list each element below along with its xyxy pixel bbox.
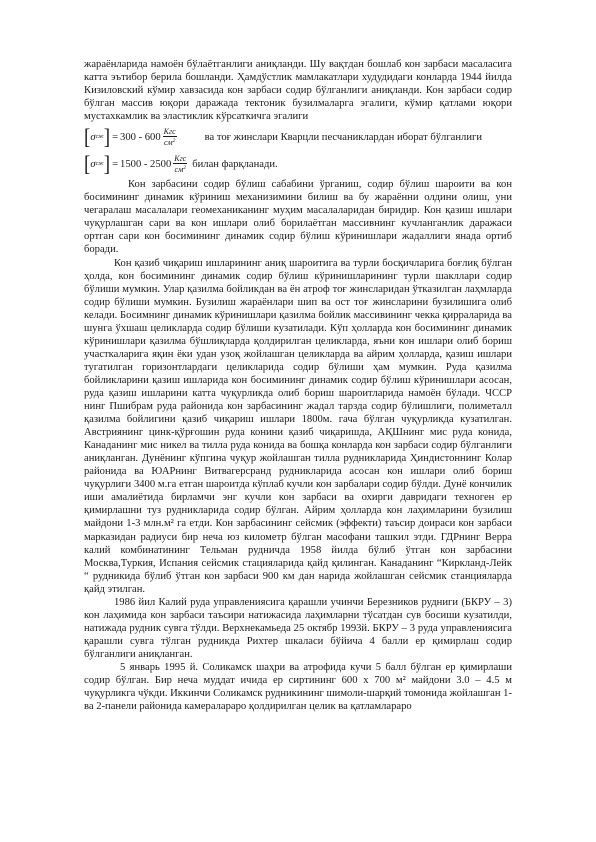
paragraph-causes: Кон зарбасини содир бўлиш сабабини ўрганиш, содир бўлиш шароити ва кон босимининг динамик кўриниш механизимини билиш ва бу жараённи олдини олиш, уни чегаралаш масалалари геомеханиканинг муҳим масалаларидан биридир. Кон қазиш ишлари чуқурлашган сари ва кон ишлари олиб борилаётган массивнинг кучланганлик даражаси ортган сари кон босимининг динамик содир бўлиш кўринишлари жадаллиги янада ортиб боради. <box>84 179 512 256</box>
paragraph-forms: Кон қазиб чиқариш ишларининг аниқ шароитига ва турли босқичларига боғлиқ бўлган ҳолда, кон босимининг динамик содир бўлиш кўринишларининг турли шакллари содир бўлиши мумкин. Улар қазилма бойликдан ва ён атроф тоғ жинсларидан ўтказилган лаҳмларда содир бўлиши мумкин. Бузилиш жараёнлари шип ва ост тоғ жинсларини бузилишига олиб келади. Босимнинг динамик кўринишлари қазилма бойлик массивининг чекка қирраларида ва шунга ўхшаш целикларда содир бўлиши кузатилади. Кўп ҳолларда кон босимининг динамик кўринишлари қазилма бўшлиқларда қолдирилган целикларда, яъни кон ишлари олиб бориш участкаларига яқин ёки удан узоқ жойлашган целикларда ва айрим ҳолларда, қазиш ишлари тугатилган горизонтлардаги целикларида содир бўлиши ҳам мумкин. Руда қазилма бойликларини қазиш ишларида кон босимининг динамик содир бўлиш кўринишлари асосан, руда қазиш ишларини катта чуқурликда олиб бориш шароитларида намоён бўлади. ЧССР нинг Пшибрам руда районида кон зарбасининг жадал тарзда содир бўлишлиги, полиметалл қазилма бойлигини қазиб чиқариш ишлари 1800м. гача бўлган чуқурликда кузатилган. Австриянинг цинк-қўрғошин руда конини қазиб чиқаришда, АҚШнинг мис руда конида, Канаданинг мис никел ва тилла руда конида ва бошқа конларда кон зарбаси содир бўлганлиги аниқланган. Дунёнинг кўпгина чуқур жойлашган тилла рудникларида Ҳиндистоннинг Колар районида ва ЮАРнинг Витвагерсранд рудникларида асосан кон ишлари олиб бориш чуқурлиги 3400 м.га етган шароитда кўплаб кучли кон зарбалари содир бўлди. Дунё кончилик иши амалиётида бирламчи энг кучли кон зарбаси ва охирги давридаги техноген ер қимирлашни туз рудникларида содир бўлган. Айрим ҳолларда кон лаҳимларини бузилиш майдони 1-3 млн.м² га етди. Кон зарбасининг сейсмик (эффекти) таъсир доираси кон зарбаси марказидан радиуси бир неча юз километр бўлган масофани ташкил этди. ГДРнинг Верра калий комбинатининг Тельман рудничда 1958 йилда бўлиб ўтган кон зарбасини Москва,Туркия, Испания сейсмик стацияларида қайд қилинган. Канаданинг “Киркланд-Лейк “ рудникида бўлиб ўтган кон зарбаси 900 км дан нарида жойлашган сейсмик станцияларда қайд этилган. <box>84 257 512 595</box>
paragraph-intro: жараёнларида намоён бўлаётганлиги аниқланди. Шу вақтдан бошлаб кон зарбаси масаласига катта эътибор берила бошланди. Ҳамдўстлик мамлакатлари худудидаги конларда 1944 йилда Кизиловский кўмир хавзасида кон зарбаси содир бўлганлиги аниқланди. Кон зарбаси содир бўлган массив юқори даражада тектоник бузилмаларга эгалиги, кўмир қатлами юқори мустахкамлик ва эластиклик кўрсаткичга эгалиги <box>84 59 512 123</box>
formula-value: 1500 - 2500 <box>120 158 172 170</box>
formula-rock-strength: [ σ сж ] = 1500 - 2500 $\frac{\text{Кгс}}{см^2}$ билан фарқланади. <box>84 152 278 177</box>
paragraph-solikamsk: 5 январь 1995 й. Соликамск шаҳри ва атрофида кучи 5 балл бўлган ер қимирлаши содир бўлган. Бир неча муддат ичида ер сиртининг 600 х 700 м² майдони 3.0 – 4.5 м чуқурликга чўкди. Иккинчи Соликамск рудникининг шимоли-шарқий томонида жойлашган 1- ва 2-панели районида камераларaро қолдирилган целик ва қатламлараро <box>84 661 512 713</box>
formula-lhs: [ σ сж ] <box>84 152 111 177</box>
formula-coal-strength: [ σ сж ] = 300 - 600 $\frac{\text{Кгс}}{см^2}$ ва тоғ жинслари Кварцли песчаниклардан иборат бўлганлиги <box>84 125 483 150</box>
paragraph-berezniki: 1986 йил Калий руда управлениясига қарашли учинчи Березников рудниги (БКРУ – 3) кон лаҳимида кон зарбаси таъсири натижасида лаҳимларни тўсатдан сув босиши кузатилди, натижада рудник сувга тўлди. Верхнекамьеда 25 октябр 1993й. БКРУ – 3 руда управлениясига қарашли сувга тўлган рудникда Рихтер шкаласи бўйича 4 балли ер қимирлаш содир бўлганлиги аниқланган. <box>84 596 512 660</box>
formula-unit: $\frac{\text{Кгс}}{см^2}$ <box>174 154 187 175</box>
formula-value: 300 - 600 <box>120 131 161 143</box>
formula-unit: $\frac{\text{Кгс}}{см^2}$ <box>163 127 176 148</box>
formula-text: ва тоғ жинслари Кварцли песчаниклардан иборат бўлганлиги <box>204 131 483 143</box>
formula-lhs: [ σ сж ] <box>84 125 111 150</box>
formula-text: билан фарқланади. <box>192 158 278 170</box>
